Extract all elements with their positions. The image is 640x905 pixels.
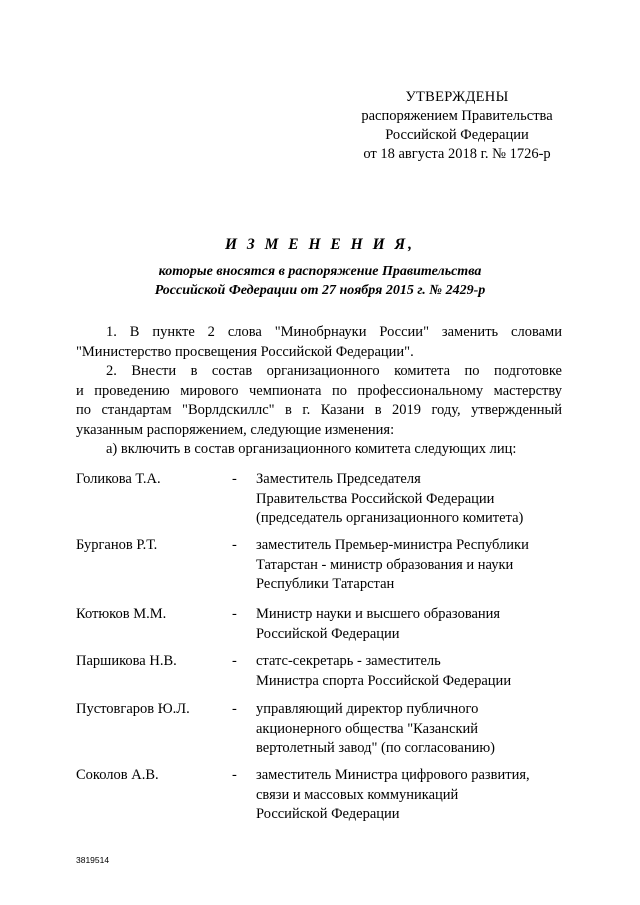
paragraph-1 (76, 323, 562, 362)
role-line: акционерного общества "Казанский (256, 720, 479, 737)
paragraph-line: 2. Внести в состав организационного комитета по подготовке (106, 363, 562, 379)
subtitle-line: которые вносятся в распоряжение Правительства (158, 264, 482, 279)
member-name: Пустовгаров Ю.Л. (76, 701, 190, 717)
role-line: Министр науки и высшего образования (256, 606, 501, 622)
member-name: Бурганов Р.Т. (76, 537, 158, 553)
member-name: Котюков М.М. (76, 606, 167, 622)
paragraph-line: указанным распоряжением, следующие изменения: (76, 421, 395, 438)
role-line: Республики Татарстан (256, 576, 395, 592)
paragraph-2 (76, 362, 562, 440)
approval-line: Российской Федерации (385, 127, 529, 143)
member-dash: - (232, 701, 237, 717)
member-dash: - (232, 653, 237, 669)
paragraph-line: "Министерство просвещения Российской Федерации". (76, 343, 414, 360)
subtitle-line: Российской Федерации от 27 ноября 2015 г. № 2429-р (154, 283, 486, 298)
paragraph-line: и проведению мирового чемпионата по профессиональному мастерству (76, 382, 562, 399)
approval-title: УТВЕРЖДЕНЫ (405, 89, 509, 105)
role-line: вертолетный завод" (по согласованию) (256, 740, 496, 756)
member-name: Голикова Т.А. (76, 471, 161, 487)
role-line: связи и массовых коммуникаций (256, 786, 459, 803)
approval-block (352, 88, 562, 164)
role-line: заместитель Министра цифрового развития, (256, 767, 530, 783)
member-dash: - (232, 537, 237, 553)
document-subtitle (0, 262, 640, 300)
member-name: Паршикова Н.В. (76, 653, 177, 669)
role-line: Татарстан - министр образования и науки (256, 556, 514, 573)
document-title: И З М Е Н Е Н И Я, (224, 236, 416, 253)
role-line: Правительства Российской Федерации (256, 490, 495, 507)
member-role (256, 605, 566, 644)
role-line: статс-секретарь - заместитель (256, 653, 441, 669)
member-dash: - (232, 471, 237, 487)
role-line: Российской Федерации (256, 806, 400, 822)
approval-line: распоряжением Правительства (361, 108, 553, 124)
role-line: Министра спорта Российской Федерации (256, 672, 512, 689)
role-line: Российской Федерации (256, 625, 400, 642)
member-role (256, 536, 566, 595)
role-line: управляющий директор публичного (256, 701, 479, 717)
member-role (256, 652, 566, 691)
paragraph-line: 1. В пункте 2 слова "Минобрнауки России" заменить словами (106, 324, 562, 340)
role-line: заместитель Премьер-министра Республики (256, 537, 529, 553)
member-role (256, 766, 566, 825)
member-role (256, 700, 566, 759)
member-dash: - (232, 606, 237, 622)
approval-date: от 18 августа 2018 г. № 1726-р (363, 146, 551, 162)
role-line: Заместитель Председателя (256, 471, 421, 487)
document-code: 3819514 (76, 855, 110, 865)
member-dash: - (232, 767, 237, 783)
paragraph-3 (76, 440, 562, 460)
role-line: (председатель организационного комитета) (256, 510, 524, 526)
paragraph-line: а) включить в состав организационного комитета следующих лиц: (106, 441, 517, 457)
paragraph-line: по стандартам "Ворлдскиллс" в г. Казани в 2019 году, утвержденный (76, 402, 562, 418)
member-name: Соколов А.В. (76, 767, 159, 783)
member-role (256, 470, 566, 529)
